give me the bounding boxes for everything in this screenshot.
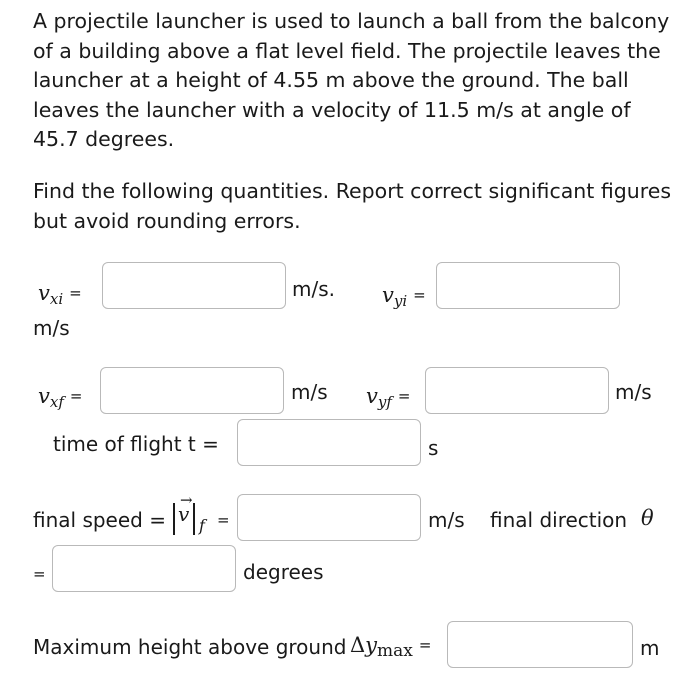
max-subscript: max <box>377 641 413 661</box>
vxi-unit: m/s. <box>292 277 335 301</box>
vxi-symbol: v <box>38 281 50 305</box>
velocity-symbol: v <box>178 502 190 526</box>
final-direction-equals: = <box>33 565 46 583</box>
vyi-subscript: yi <box>393 292 408 310</box>
final-direction-input[interactable] <box>52 545 236 592</box>
final-direction-label: final direction <box>490 508 628 532</box>
final-speed-equals: = <box>217 511 230 529</box>
max-height-equals: = <box>418 636 432 654</box>
vxi-subscript: xi <box>49 290 64 308</box>
time-of-flight-input[interactable] <box>237 419 421 466</box>
vyf-input[interactable] <box>425 367 609 414</box>
max-height-label: Maximum height above ground <box>33 635 347 659</box>
vyi-input[interactable] <box>436 262 620 309</box>
final-speed-input[interactable] <box>237 494 421 541</box>
vyi-unit: m/s <box>33 316 70 340</box>
vxf-input[interactable] <box>100 367 284 414</box>
vxf-label <box>38 384 82 410</box>
final-direction-unit: degrees <box>243 560 324 584</box>
vyf-equals: = <box>397 387 411 405</box>
vxf-subscript: xf <box>49 393 64 411</box>
final-speed-unit: m/s <box>428 508 465 532</box>
time-of-flight-label: time of flight t = <box>53 432 219 456</box>
vyf-symbol: v <box>366 384 378 408</box>
vxf-unit: m/s <box>291 380 328 404</box>
delta-symbol: Δ <box>350 633 366 657</box>
magnitude-bar-left <box>173 503 175 535</box>
final-speed-label: final speed = <box>33 508 166 532</box>
vyi-symbol: v <box>382 283 394 307</box>
final-subscript: f <box>199 516 205 535</box>
vxf-symbol: v <box>38 384 50 408</box>
vxi-equals: = <box>69 284 82 302</box>
problem-statement: A projectile launcher is used to launch a ball from the balcony of a building above a flat level field. The projectile leaves the launcher at a height of 4.55 m above the ground. The ball leaves the launcher with a velocity of 11.5 m/s at angle of 45.7 degrees. <box>33 9 670 151</box>
vyi-label <box>382 283 426 309</box>
instructions-text: Find the following quantities. Report correct significant figures but avoid rounding errors. <box>33 179 672 233</box>
vyf-label <box>366 384 410 410</box>
max-height-unit: m <box>640 636 660 660</box>
max-height-input[interactable] <box>447 621 633 668</box>
y-symbol: y <box>365 633 378 657</box>
vyf-subscript: yf <box>377 393 392 411</box>
vxi-label <box>38 281 82 307</box>
max-height-symbol <box>350 633 431 659</box>
magnitude-bar-right <box>193 503 195 535</box>
vxf-equals: = <box>69 387 83 405</box>
vxi-input[interactable] <box>102 262 286 309</box>
vyi-equals: = <box>413 286 426 304</box>
vyf-unit: m/s <box>615 380 652 404</box>
time-of-flight-unit: s <box>428 436 439 460</box>
velocity-vector-symbol: → v <box>178 491 193 526</box>
theta-symbol: θ <box>641 506 654 530</box>
